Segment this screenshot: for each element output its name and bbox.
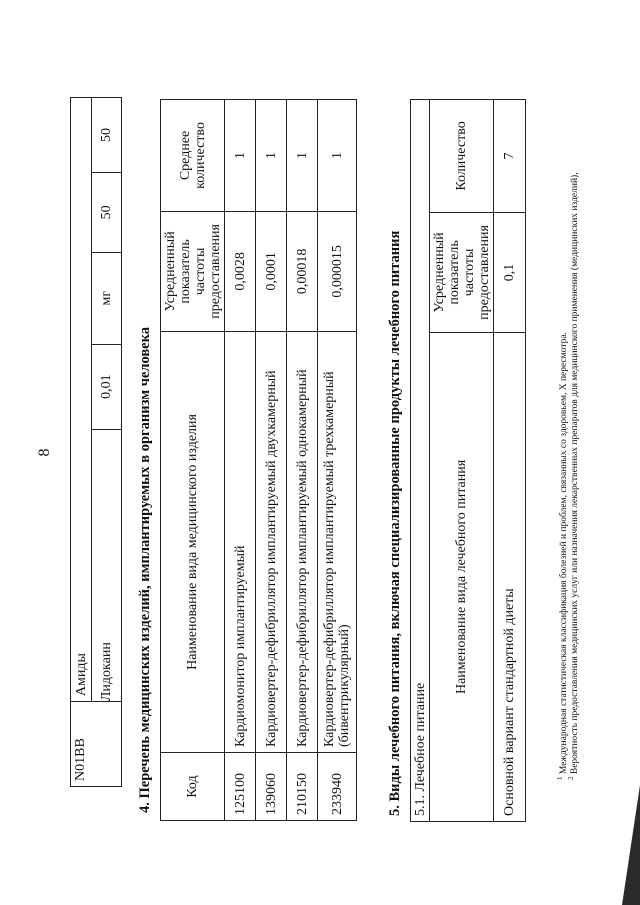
implant-code: 210150	[294, 773, 310, 815]
drug-frequency-cell	[92, 344, 122, 429]
drug-unit-cell	[92, 252, 122, 344]
table-row	[318, 100, 357, 821]
table-row	[287, 100, 318, 821]
implant-code-cell	[256, 753, 287, 821]
nutrition-subtitle: 5.1. Лечебное питание	[412, 682, 428, 816]
implants-header-name-cell	[161, 331, 225, 752]
drug-dose1: 50	[99, 205, 114, 220]
implants-header-code: Код	[185, 775, 200, 798]
drug-unit: мг	[99, 290, 114, 306]
table-row	[256, 100, 287, 821]
implant-name-cell	[287, 331, 318, 752]
implant-frequency-cell	[318, 211, 357, 331]
implant-quantity-cell	[287, 100, 318, 212]
table-row	[494, 100, 526, 822]
implant-name-cell	[256, 331, 287, 752]
implant-quantity: 1	[232, 151, 248, 159]
atc-code-cell	[71, 702, 122, 787]
footnote-2	[566, 172, 581, 780]
nutrition-name-cell	[494, 332, 526, 821]
atc-code: N01BB	[73, 738, 88, 781]
implants-header-frequency-cell	[161, 211, 225, 331]
implant-code-cell	[225, 753, 256, 821]
nutrition-header-frequency: Усредненный показатель частоты предоставления	[431, 225, 492, 320]
nutrition-subtitle-cell	[411, 100, 430, 822]
implant-quantity: 1	[329, 151, 345, 159]
implants-header-frequency: Усредненный показатель частоты предоставления	[162, 224, 223, 319]
drug-dose2: 50	[99, 127, 114, 142]
drug-frequency: 0,01	[99, 374, 114, 399]
scan-edge	[622, 785, 640, 905]
nutrition-frequency: 0,1	[502, 263, 517, 282]
implant-quantity-cell	[318, 100, 357, 212]
implant-frequency: 0,0028	[232, 252, 248, 291]
implant-frequency: 0,00018	[294, 248, 310, 295]
implant-quantity-cell	[256, 100, 287, 212]
nutrition-name: Основной вариант стандартной диеты	[502, 588, 517, 816]
implants-table	[160, 99, 357, 821]
implant-code-cell	[287, 753, 318, 821]
implant-quantity-cell	[225, 100, 256, 212]
section5-title: 5. Виды лечебного питания, включая специализированные продукты лечебного питания	[387, 230, 403, 816]
drug-dose2-cell	[92, 98, 122, 173]
implant-frequency: 0,000015	[329, 245, 345, 298]
implant-quantity: 1	[263, 151, 279, 159]
drug-group-cell	[71, 98, 92, 702]
implant-code: 139060	[263, 773, 279, 815]
implant-frequency: 0,0001	[263, 252, 279, 291]
nutrition-frequency-cell	[494, 212, 526, 332]
drug-name: Лидокаин	[99, 642, 114, 702]
implant-name-cell	[318, 331, 357, 752]
table-row	[225, 100, 256, 821]
nutrition-table	[410, 99, 526, 822]
implant-name: Кардиомонитор имплантируемый	[232, 545, 248, 748]
drug-group: Амиды	[73, 653, 89, 697]
implant-code: 125100	[232, 773, 248, 815]
footnote-1-mark: 1	[556, 776, 564, 780]
implants-header-code-cell	[161, 753, 225, 821]
drug-dose1-cell	[92, 172, 122, 252]
nutrition-header-name: Наименование вида лечебного питания	[454, 459, 469, 695]
nutrition-header-quantity-cell	[430, 100, 494, 213]
nutrition-header-frequency-cell	[430, 212, 494, 332]
implant-code-cell	[318, 753, 357, 821]
implant-name: Кардиовертер-дефибриллятор имплантируемый трехкамерный (бивентрикулярный)	[322, 371, 352, 748]
drug-table	[70, 97, 122, 787]
nutrition-quantity: 7	[502, 152, 517, 160]
implant-name: Кардиовертер-дефибриллятор имплантируемый двухкамерный	[263, 370, 279, 748]
implant-quantity: 1	[294, 151, 310, 159]
page-number: 8	[36, 448, 53, 457]
nutrition-quantity-cell	[494, 100, 526, 213]
footnote-2-mark: 2	[567, 776, 575, 780]
drug-name-cell	[92, 429, 122, 702]
nutrition-header-quantity: Количество	[454, 121, 469, 191]
implant-frequency-cell	[287, 211, 318, 331]
implants-header-name: Наименование вида медицинского изделия	[185, 414, 200, 670]
implants-header-quantity: Среднее количество	[177, 122, 208, 189]
implant-name: Кардиовертер-дефибриллятор имплантируемый однокамерный	[294, 369, 310, 748]
implant-frequency-cell	[225, 211, 256, 331]
nutrition-header-name-cell	[430, 332, 494, 821]
implant-code: 233940	[329, 773, 345, 815]
section4-title: 4. Перечень медицинских изделий, имплантируемых в организм человека	[137, 326, 153, 813]
implants-header-quantity-cell	[161, 100, 225, 212]
footnote-2-text: Вероятность предоставления медицинских услуг или назначения лекарственных препаратов для медицинского применения (медицинских изделий),	[570, 172, 581, 775]
implant-frequency-cell	[256, 211, 287, 331]
footnote-1-text: Международная статистическая классификация болезней и проблем, связанных со здоровьем, X пересмотра.	[559, 332, 570, 775]
implant-name-cell	[225, 331, 256, 752]
